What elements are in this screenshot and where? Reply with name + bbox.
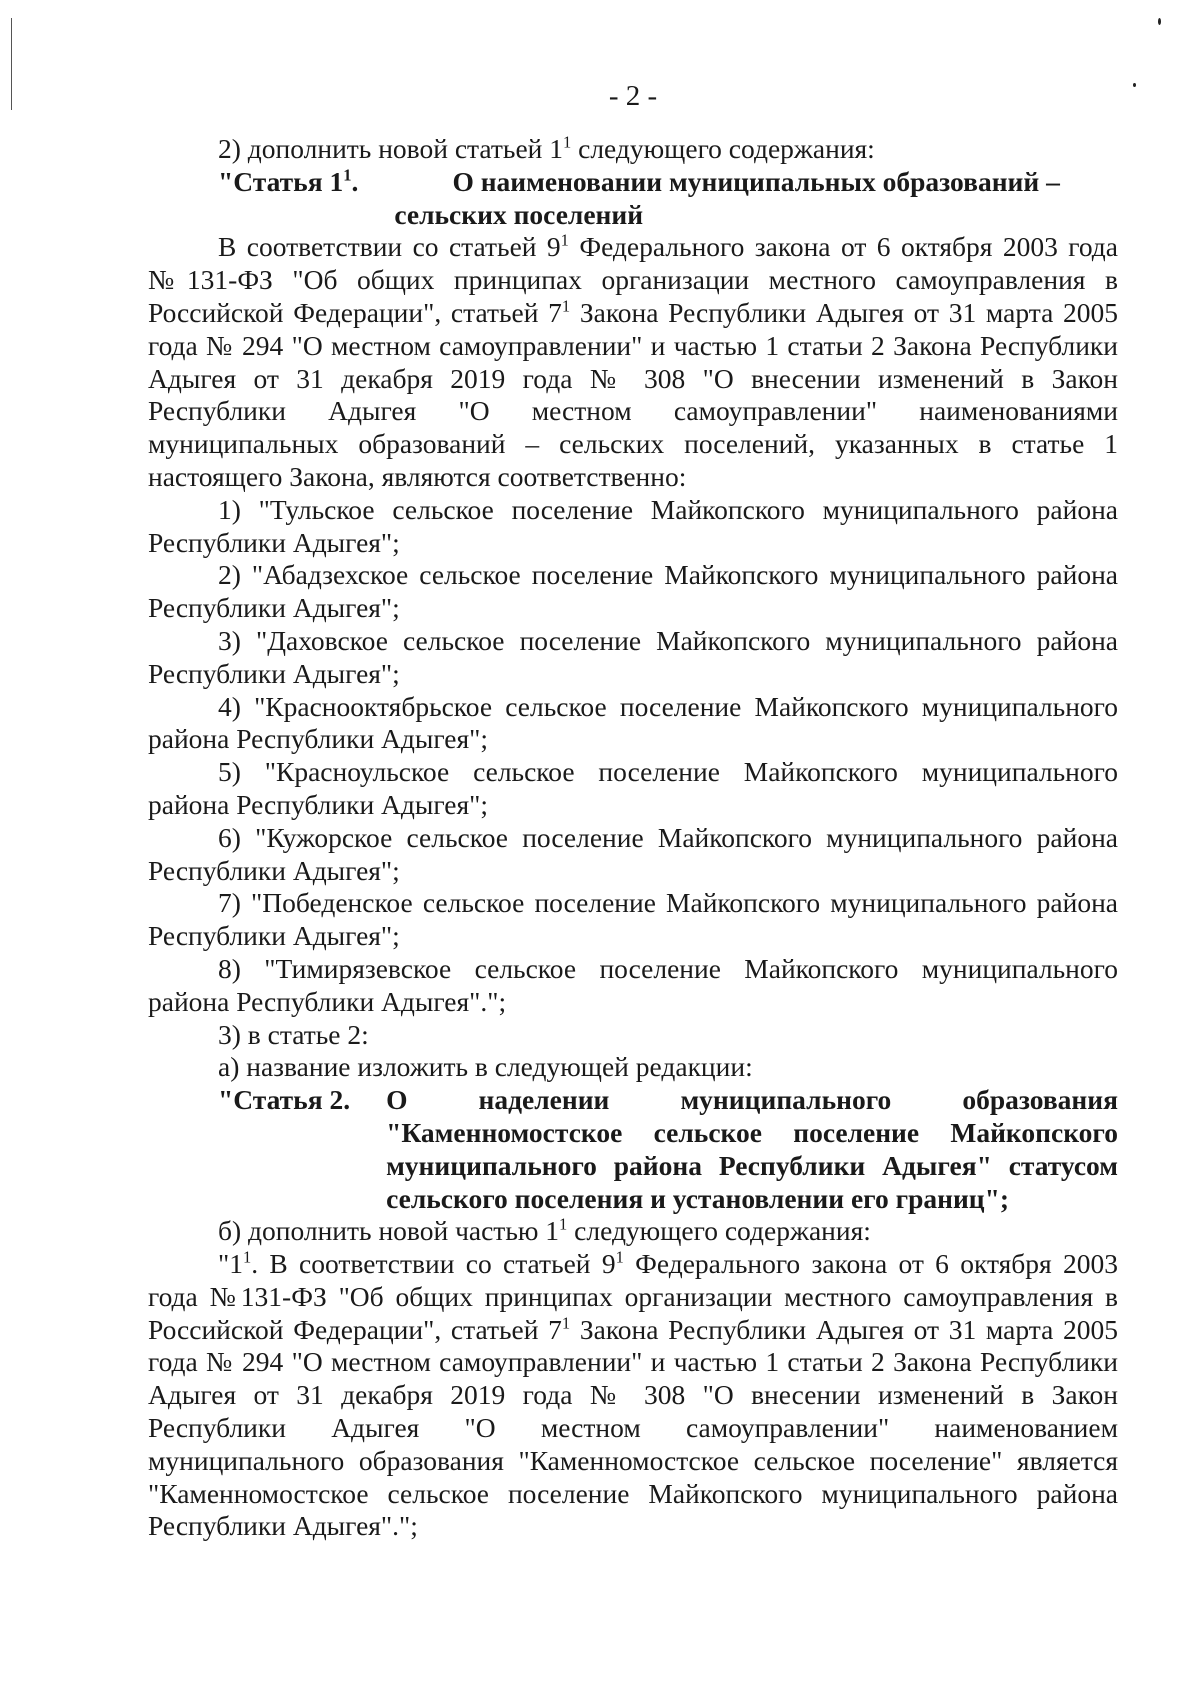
amendment-item-3b: б) дополнить новой частью $1^1$ следующего содержания: — [218, 1214, 871, 1247]
scan-edge-line — [11, 18, 12, 110]
article-2-label: "Статья 2. — [218, 1084, 351, 1116]
article-1-1-title: О наименовании муниципальных образований – сельских поселений — [394, 165, 1060, 230]
settlement-list-item: 8) "Тимирязевское сельское поселение Майкопского муниципального района Республики Адыгея"."; — [148, 952, 1118, 1017]
page-number: - 2 - — [608, 80, 658, 112]
scan-speck — [1133, 83, 1136, 87]
settlement-list-item: 6) "Кужорское сельское поселение Майкопского муниципального района Республики Адыгея"; — [148, 821, 1118, 886]
article-2-heading — [148, 1084, 1118, 1215]
part-1-1-paragraph: "$1^1$. В соответствии со статьей $9^1$ Федерального закона от 6 октября 2003 года №131-ФЗ "Об общих принципах организации местного самоуправления в Российской Федерации", статьей $7^1$ Закона Республики Адыгея от 31 марта 2005 года № 294 "О местном самоуправлении" и частью 1 статьи 2 Закона Республики Адыгея от 31 декабря 2019 года № 308 "О внесении изменений в Закон Республики Адыгея "О местном самоуправлении" наименованием муниципального образования "Каменномостское сельское поселение" является "Каменномостское сельское поселение Майкопского муниципального района Республики Адыгея"."; — [148, 1247, 1118, 1542]
document-body — [148, 133, 1118, 1543]
scan-speck — [1158, 18, 1161, 25]
amendment-item-2: 2) дополнить новой статьей $1^1$ следующего содержания: — [218, 132, 875, 164]
article-1-1-label: "Статья $1^1$. — [218, 165, 359, 197]
settlement-list-item: 7) "Победенское сельское поселение Майкопского муниципального района Республики Адыгея"; — [148, 887, 1118, 952]
amendment-item-3a: а) название изложить в следующей редакции: — [218, 1051, 753, 1083]
settlement-list-item: 1) "Тульское сельское поселение Майкопского муниципального района Республики Адыгея"; — [148, 493, 1118, 558]
settlement-list-item: 2) "Абадзехское сельское поселение Майкопского муниципального района Республики Адыгея"; — [148, 559, 1118, 624]
amendment-item-3: 3) в статье 2: — [218, 1018, 369, 1050]
article-2-title: О наделении муниципального образования "Каменномостское сельское поселение Майкопского муниципального района Республики Адыгея" статусом сельского поселения и установлении его границ"; — [386, 1084, 1118, 1214]
settlement-list-item: 4) "Краснооктябрьское сельское поселение Майкопского муниципального района Республики Адыгея"; — [148, 690, 1118, 755]
article-1-1-heading — [148, 166, 1118, 232]
settlement-list-item: 5) "Красноульское сельское поселение Майкопского муниципального района Республики Адыгея"; — [148, 756, 1118, 820]
article-1-1-paragraph: В соответствии со статьей $9^1$ Федерального закона от 6 октября 2003 года №131-ФЗ "Об общих принципах организации местного самоуправления в Российской Федерации", статьей $7^1$ Закона Республики Адыгея от 31 марта 2005 года № 294 "О местном самоуправлении" и частью 1 статьи 2 Закона Республики Адыгея от 31 декабря 2019 года № 308 "О внесении изменений в Закон Республики Адыгея "О местном самоуправлении" наименованиями муниципальных образований – сельских поселений, указанных в статье 1 настоящего Закона, являются соответственно: — [148, 230, 1118, 492]
settlement-list — [148, 494, 1118, 1019]
settlement-list-item: 3) "Даховское сельское поселение Майкопского муниципального района Республики Адыгея"; — [148, 624, 1118, 689]
